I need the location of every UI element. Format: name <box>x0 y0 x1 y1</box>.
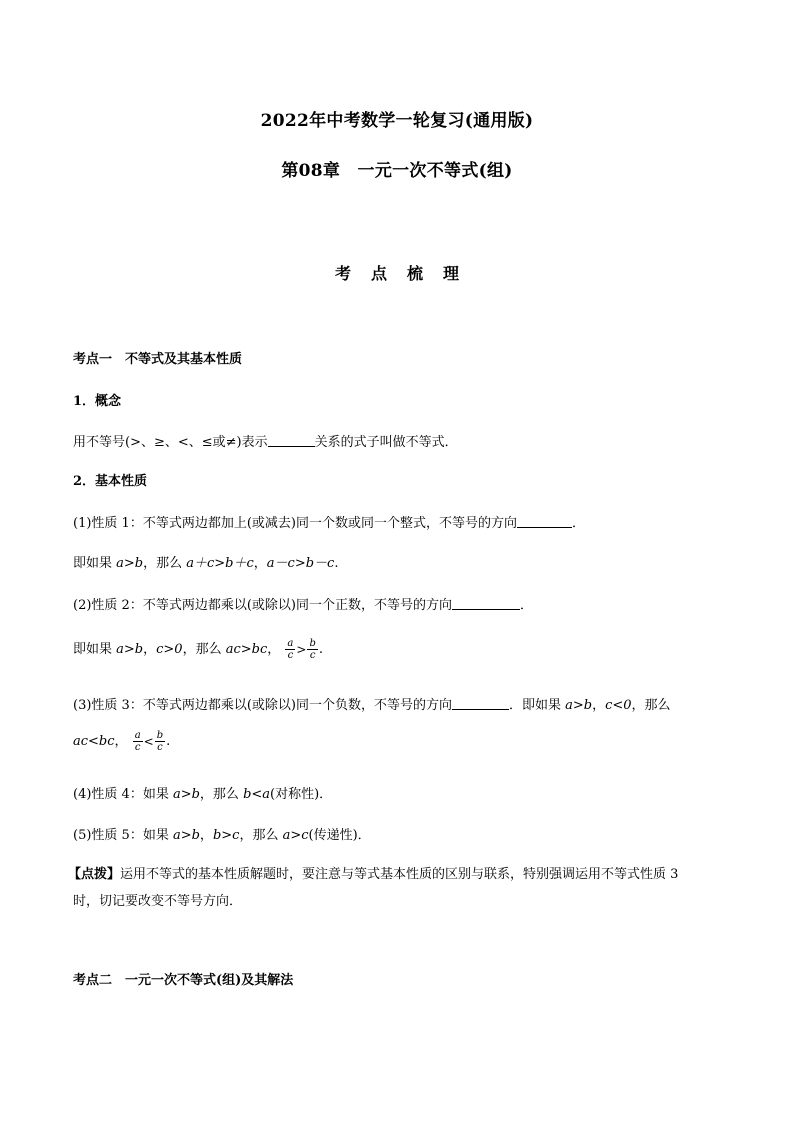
property5-separator: ， <box>199 828 213 843</box>
property2-line <box>73 597 533 614</box>
concept-heading: 1．概念 <box>73 394 122 409</box>
property4-text: (4)性质 4：如果 <box>73 787 173 802</box>
fraction-b-over-c: $\frac{b}{c}$ <box>309 638 316 661</box>
example-end: . <box>318 642 323 657</box>
property3-then: ，那么 <box>631 698 671 713</box>
fraction-b-over-c: $\frac{b}{c}$ <box>156 730 164 753</box>
example-separator: ， <box>253 556 267 571</box>
topic2-heading: 考点二 一元一次不等式(组)及其解法 <box>73 973 294 988</box>
topic1-heading: 考点一 不等式及其基本性质 <box>73 352 243 367</box>
fill-blank-property3[interactable] <box>452 697 509 710</box>
property2-example <box>73 638 323 661</box>
property5-text: (5)性质 5：如果 <box>73 828 173 843</box>
example-then: ，那么 <box>143 556 187 571</box>
example-condition-1: a>b <box>116 642 144 657</box>
property2-text: (2)性质 2：不等式两边都乘以(或除以)同一个正数，不等号的方向 <box>73 598 452 613</box>
example-condition: a>b <box>116 556 144 571</box>
property5-condition-2: b>c <box>212 828 240 843</box>
example-result-2: a－c>b－c <box>266 556 335 571</box>
fraction-a-over-c: $\frac{a}{c}$ <box>134 730 141 753</box>
property3-example <box>73 730 170 753</box>
tip-text-1: 运用不等式的基本性质解题时，要注意与等式基本性质的区别与联系，特别强调运用不等式性质 3 <box>120 867 679 882</box>
tip-label: 【点拨】 <box>68 867 121 882</box>
property1-line <box>73 515 585 532</box>
example-separator: ， <box>143 642 157 657</box>
example-result-1: ac>bc <box>225 642 268 657</box>
concept-text-b: 关系的式子叫做不等式． <box>314 435 458 450</box>
property3-text: (3)性质 3：不等式两边都乘以(或除以)同一个负数，不等号的方向 <box>73 698 452 713</box>
property5-condition-1: a>b <box>172 828 200 843</box>
concept-text-a: 用不等号(>、≥、<、≤或≠)表示 <box>73 435 268 450</box>
fill-blank-concept[interactable] <box>268 434 315 447</box>
property3-mid: ．即如果 <box>508 698 566 713</box>
property2-end: ． <box>519 598 533 613</box>
property1-text: (1)性质 1：不等式两边都加上(或减去)同一个数或同一个整式，不等号的方向 <box>73 516 517 531</box>
property5-then: ，那么 <box>239 828 283 843</box>
property4-condition: a>b <box>172 787 200 802</box>
example-result-1: ac<bc <box>73 734 115 749</box>
property4-line <box>73 787 332 803</box>
chapter-title: 第08章 一元一次不等式(组) <box>281 161 513 181</box>
fill-blank-property1[interactable] <box>517 515 572 528</box>
example-prefix: 即如果 <box>73 642 117 657</box>
property1-end: ． <box>571 516 585 531</box>
example-end: . <box>334 556 339 571</box>
property5-line <box>73 828 371 844</box>
less-than-sign: < <box>143 734 154 749</box>
example-separator: ， <box>114 734 128 749</box>
example-result-1: a＋c>b＋c <box>186 556 254 571</box>
property4-then: ，那么 <box>199 787 244 802</box>
example-then: ，那么 <box>182 642 226 657</box>
example-prefix: 即如果 <box>73 556 117 571</box>
property5-result: a>c <box>282 828 309 843</box>
property5-note: (传递性)． <box>308 828 371 843</box>
property3-condition-2: c<0 <box>605 698 632 713</box>
fill-blank-property2[interactable] <box>452 597 520 610</box>
greater-than-sign: > <box>296 642 307 657</box>
concept-line <box>73 434 458 451</box>
tip-line-1 <box>68 867 678 883</box>
fraction-a-over-c: $\frac{a}{c}$ <box>287 638 294 661</box>
property3-line <box>73 697 671 714</box>
property4-note: (对称性)． <box>270 787 333 802</box>
property1-example <box>73 556 338 572</box>
basic-property-heading: 2．基本性质 <box>73 474 148 489</box>
example-separator: ， <box>267 642 281 657</box>
tip-line-2: 时，切记要改变不等号方向． <box>73 894 243 909</box>
example-end: . <box>166 734 171 749</box>
example-condition-2: c>0 <box>156 642 183 657</box>
property3-separator: ， <box>592 698 606 713</box>
property3-condition-1: a>b <box>565 698 593 713</box>
document-title: 2022年中考数学一轮复习(通用版) <box>260 111 534 131</box>
section-title: 考点梳理 <box>334 264 479 283</box>
property4-result: b<a <box>243 787 271 802</box>
